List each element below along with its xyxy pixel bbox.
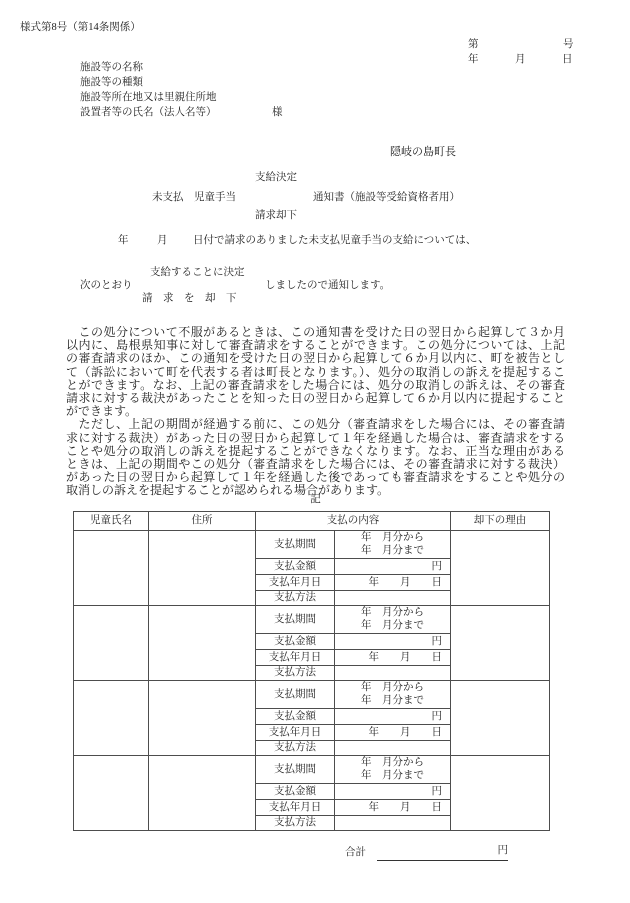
legal-line: 請求に対する裁決があったことを知った日の翌日から起算して６か月以内に提起すること	[66, 391, 565, 405]
legal-line: とができます。なお、上記の審査請求をした場合には、処分の取消しの訴えは、その審査	[66, 378, 565, 392]
ki-heading: 記	[310, 494, 321, 505]
request-year-label: 年	[118, 235, 129, 246]
legal-line: 以内に、島根県知事に対して審査請求をすることができます。この処分については、上記	[66, 339, 565, 353]
payment-table	[73, 511, 550, 831]
period-value-cell[interactable]	[335, 756, 451, 784]
payment-date-value-cell[interactable]: 年 月 日	[335, 800, 451, 816]
issuer-name: 隠岐の島町長	[390, 146, 456, 158]
header-payment-content: 支払の内容	[256, 512, 451, 531]
date-day-label: 日	[562, 54, 573, 65]
row-label-amount: 支払金額	[256, 559, 335, 575]
child-name-cell[interactable]	[74, 681, 149, 756]
date-month-label: 月	[515, 54, 526, 65]
row-label-amount: 支払金額	[256, 634, 335, 650]
row-label-payment-date: 支払年月日	[256, 650, 335, 666]
payment-date-value-cell[interactable]: 年 月 日	[335, 575, 451, 591]
title-left: 未支払 児童手当	[152, 192, 236, 203]
period-value-cell[interactable]	[335, 531, 451, 559]
address-cell[interactable]	[149, 681, 256, 756]
period-value-cell[interactable]	[335, 681, 451, 709]
legal-line: があった日の翌日から起算して１年を経過した後であっても審査請求をすることや処分の	[66, 471, 565, 485]
founder-name-label: 設置者等の氏名（法人名等）	[80, 107, 217, 118]
doc-number-prefix: 第	[468, 39, 479, 50]
date-year-label: 年	[468, 54, 479, 65]
rejection-reason-cell[interactable]	[451, 531, 550, 606]
decision-alt-reject: 請 求 を 却 下	[142, 293, 237, 304]
amount-value-cell[interactable]: 円	[335, 784, 451, 800]
row-label-period: 支払期間	[256, 756, 335, 784]
address-cell[interactable]	[149, 606, 256, 681]
request-month-label: 月	[157, 235, 168, 246]
row-label-method: 支払方法	[256, 816, 335, 831]
legal-line: ができます。	[66, 405, 138, 419]
child-name-cell[interactable]	[74, 606, 149, 681]
facility-type-label: 施設等の種類	[80, 77, 143, 88]
period-from-text: 年 月分から	[361, 532, 424, 543]
header-rejection-reason: 却下の理由	[451, 512, 550, 531]
row-label-amount: 支払金額	[256, 709, 335, 725]
period-value-cell[interactable]	[335, 606, 451, 634]
payment-method-cell[interactable]	[335, 666, 451, 681]
row-label-period: 支払期間	[256, 531, 335, 559]
period-to-text: 年 月分まで	[361, 694, 424, 706]
row-label-method: 支払方法	[256, 591, 335, 606]
facility-address-label: 施設等所在地又は里親住所地	[80, 92, 217, 103]
row-label-method: 支払方法	[256, 666, 335, 681]
request-sentence: 日付で請求のありました未支払児童手当の支給については、	[193, 235, 477, 246]
period-to-text: 年 月分まで	[361, 544, 424, 556]
payment-method-cell[interactable]	[335, 591, 451, 606]
legal-line: ただし、上記の期間が経過する前に、この処分（審査請求をした場合には、その審査請	[66, 418, 565, 432]
period-to-text: 年 月分まで	[361, 619, 424, 631]
payment-method-cell[interactable]	[335, 816, 451, 831]
amount-value-cell[interactable]: 円	[335, 709, 451, 725]
child-name-cell[interactable]	[74, 756, 149, 831]
child-name-cell[interactable]	[74, 531, 149, 606]
total-unit-label: 円	[497, 845, 508, 856]
title-right: 通知書（施設等受給資格者用）	[313, 192, 460, 203]
doc-number-suffix: 号	[563, 39, 574, 50]
rejection-reason-cell[interactable]	[451, 756, 550, 831]
total-amount-blank[interactable]	[377, 844, 508, 861]
address-cell[interactable]	[149, 756, 256, 831]
payment-date-value-cell[interactable]: 年 月 日	[335, 725, 451, 741]
period-from-text: 年 月分から	[361, 607, 424, 618]
form-number-label: 様式第8号（第14条関係）	[20, 22, 141, 33]
amount-value-cell[interactable]: 円	[335, 634, 451, 650]
period-from-text: 年 月分から	[361, 757, 424, 768]
legal-line: この処分について不服があるときは、この通知書を受けた日の翌日から起算して３か月	[66, 326, 565, 339]
legal-line: の審査請求のほか、この通知を受けた日の翌日から起算して６か月以内に、町を被告とし	[66, 352, 565, 366]
appeal-notice-paragraph	[66, 326, 565, 497]
row-label-amount: 支払金額	[256, 784, 335, 800]
address-cell[interactable]	[149, 531, 256, 606]
row-label-payment-date: 支払年月日	[256, 575, 335, 591]
total-label: 合計	[345, 847, 366, 858]
legal-line: ことや処分の取消しの訴えを提起することができなくなります。なお、正当な理由がある	[66, 444, 565, 458]
title-alt-request-rejection: 請求却下	[255, 210, 297, 221]
decision-prefix: 次のとおり	[80, 280, 133, 291]
legal-line: 取消しの訴えを提起することが認められる場合があります。	[66, 484, 390, 498]
honorific-label: 様	[272, 107, 283, 118]
decision-alt-grant: 支給することに決定	[150, 267, 245, 278]
row-label-payment-date: 支払年月日	[256, 800, 335, 816]
period-to-text: 年 月分まで	[361, 769, 424, 781]
row-label-payment-date: 支払年月日	[256, 725, 335, 741]
row-label-period: 支払期間	[256, 681, 335, 709]
legal-line: ときは、上記の期間やこの処分（審査請求をした場合には、その審査請求に対する裁決）	[66, 457, 565, 471]
rejection-reason-cell[interactable]	[451, 606, 550, 681]
header-address: 住所	[149, 512, 256, 531]
period-from-text: 年 月分から	[361, 682, 424, 693]
rejection-reason-cell[interactable]	[451, 681, 550, 756]
decision-suffix: しましたので通知します。	[265, 280, 391, 291]
row-label-method: 支払方法	[256, 741, 335, 756]
amount-value-cell[interactable]: 円	[335, 559, 451, 575]
title-alt-grant-decision: 支給決定	[255, 172, 297, 183]
facility-name-label: 施設等の名称	[80, 62, 143, 73]
legal-line: 求に対する裁決）があった日の翌日から起算して１年を経過した場合は、審査請求をする	[66, 431, 565, 445]
header-child-name: 児童氏名	[74, 512, 149, 531]
payment-date-value-cell[interactable]: 年 月 日	[335, 650, 451, 666]
payment-method-cell[interactable]	[335, 741, 451, 756]
legal-line: て（訴訟において町を代表する者は町長となります。）、処分の取消しの訴えを提起するこ	[66, 365, 565, 379]
row-label-period: 支払期間	[256, 606, 335, 634]
